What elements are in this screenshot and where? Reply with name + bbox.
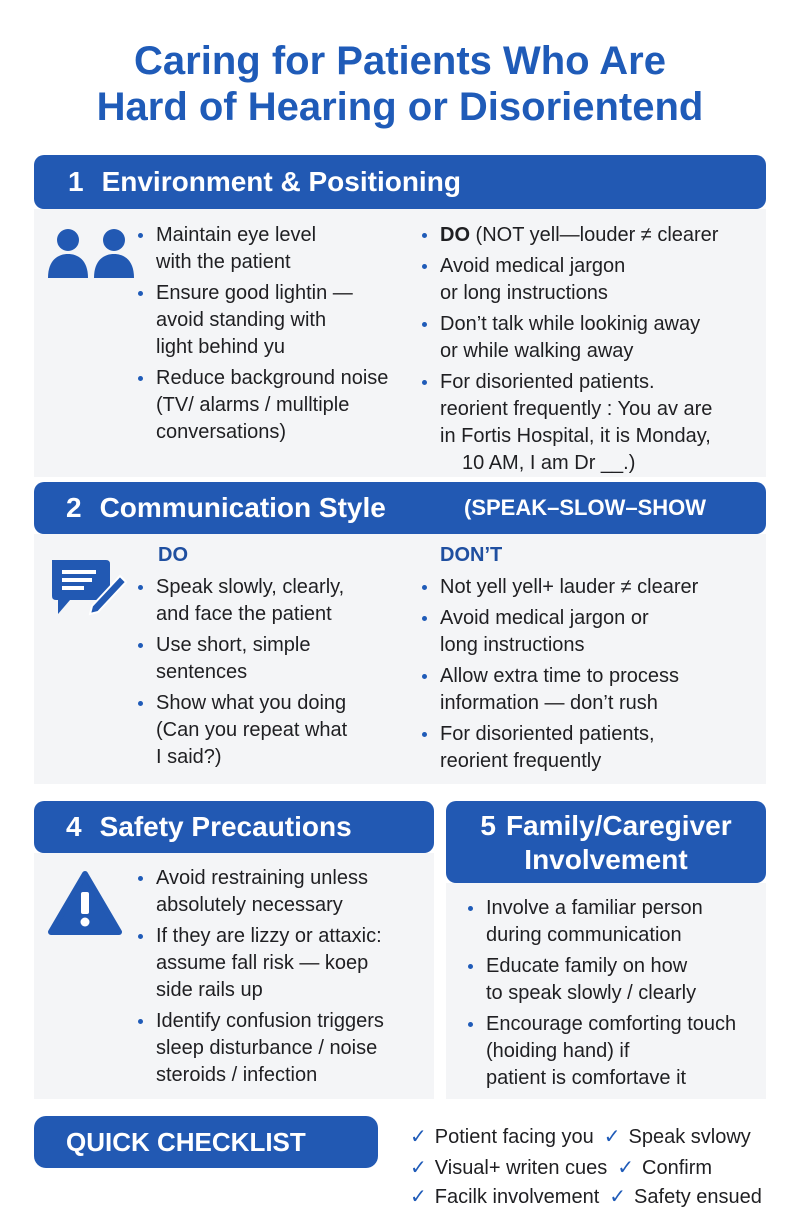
section-2-dont-item-line: Allow extra time to process — [440, 665, 679, 687]
section-1-right-item-line: or while walking away — [440, 340, 634, 362]
people-icon — [46, 224, 138, 280]
section-4-item-line: sleep disturbance / noise — [156, 1037, 378, 1059]
checklist-item: Potient facing you — [434, 1126, 594, 1148]
section-5-item-line: patient is comfortave it — [486, 1067, 687, 1089]
section-5-banner — [446, 801, 766, 883]
section-2-heading: Communication Style — [99, 492, 386, 523]
section-1-heading: Environment & Positioning — [101, 166, 461, 197]
section-2-dont-item-line: Not yell yell+ lauder ≠ clearer — [440, 576, 699, 598]
section-4-item — [138, 865, 428, 919]
section-4-list — [138, 865, 428, 1093]
section-2-dont-list — [422, 574, 772, 779]
section-1-left-item-line: light behind yu — [156, 336, 285, 358]
checklist-row — [410, 1124, 751, 1149]
section-2-do-item-line: and face the patient — [156, 603, 332, 625]
page-title-line-2: Hard of Hearing or Disorientend — [96, 85, 704, 129]
section-1-right-item-line: Don’t talk while lookinig away — [440, 313, 701, 335]
section-5-item — [468, 953, 768, 1007]
checkmark-icon: ✓ — [603, 1126, 621, 1148]
section-2-dont-item-line: reorient frequently — [440, 750, 602, 772]
section-2-dont-item-line: Avoid medical jargon or — [440, 607, 649, 629]
section-2-do-item-line: (Can you repeat what — [156, 719, 348, 741]
checklist-item: Visual+ writen cues — [434, 1157, 608, 1179]
section-2-do-item — [138, 574, 408, 628]
section-1-right-item-line: For disoriented patients. — [440, 371, 655, 393]
section-1-right-item-line: or long instructions — [440, 282, 608, 304]
section-1-right-item-line: 10 AM, I am Dr __.) — [462, 452, 636, 474]
section-4-item-line: assume fall risk — koep — [156, 952, 369, 974]
section-4-item-line: If they are lizzy or attaxic: — [156, 925, 382, 947]
section-5-item-line: Involve a familiar person — [486, 897, 703, 919]
checklist-row — [410, 1184, 762, 1209]
section-2-do-label: DO — [158, 544, 188, 566]
section-4-heading: Safety Precautions — [99, 811, 352, 842]
section-4-banner — [34, 801, 434, 853]
checklist-item: Safety ensued — [634, 1186, 762, 1208]
section-5-item-line: Encourage comforting touch — [486, 1013, 737, 1035]
section-2-do-item — [138, 632, 408, 686]
section-5-item — [468, 1011, 768, 1092]
checkmark-icon: ✓ — [609, 1186, 627, 1208]
section-2-number: 2 — [66, 492, 82, 523]
section-2-do-item-line: sentences — [156, 661, 248, 683]
section-1-left-item-line: Reduce background noise — [156, 367, 389, 389]
warning-icon — [48, 870, 122, 936]
section-2-dont-item-line: information — don’t rush — [440, 692, 658, 714]
checkmark-icon: ✓ — [410, 1126, 427, 1148]
section-5-number: 5 — [480, 810, 496, 841]
section-1-left-item — [138, 280, 408, 361]
section-2-do-item-line: Use short, simple — [156, 634, 311, 656]
section-2-dont-item — [422, 721, 772, 775]
section-1-left-item — [138, 365, 408, 446]
section-2-dont-label: DON’T — [440, 544, 503, 566]
section-1-left-item-line: avoid standing with — [156, 309, 327, 331]
section-1-left-item-line: conversations) — [156, 421, 287, 443]
checkmark-icon: ✓ — [410, 1186, 427, 1208]
section-1-left-item-line: Maintain eye level — [156, 224, 317, 246]
section-1-right-item-line: DO (NOT yell—louder ≠ clearer — [440, 224, 719, 246]
section-1-right-item — [422, 222, 772, 249]
section-1-right-item — [422, 253, 772, 307]
section-1-right-list — [422, 222, 772, 481]
chat-edit-icon — [48, 556, 128, 618]
section-1-number: 1 — [68, 166, 84, 197]
section-2-dont-item — [422, 605, 772, 659]
checklist-item: Confirm — [642, 1157, 713, 1179]
section-2-do-list — [138, 574, 408, 775]
quick-checklist-banner — [34, 1116, 378, 1168]
section-4-item — [138, 1008, 428, 1089]
section-1-left-item-line: Ensure good lightin — — [156, 282, 353, 304]
section-2-dont-item-line: For disoriented patients, — [440, 723, 655, 745]
section-4-item-line: steroids / infection — [156, 1064, 318, 1086]
checkmark-icon: ✓ — [617, 1157, 635, 1179]
section-2-do-item-line: Speak slowly, clearly, — [156, 576, 345, 598]
section-5-list — [468, 895, 768, 1096]
section-5-heading-line-1: Family/Caregiver — [505, 810, 732, 841]
section-2-tag: (SPEAK–SLOW–SHOW — [464, 495, 707, 520]
checklist-item: Facilk involvement — [434, 1186, 600, 1208]
section-4-item-line: Identify confusion triggers — [156, 1010, 384, 1032]
section-1-banner — [34, 155, 766, 209]
section-2-do-item-line: Show what you doing — [156, 692, 347, 714]
section-4-item — [138, 923, 428, 1004]
section-1-right-item — [422, 369, 772, 477]
section-2-do-item-line: I said?) — [156, 746, 222, 768]
checklist-row — [410, 1155, 712, 1180]
checklist-item: Speak svlowy — [628, 1126, 751, 1148]
section-2-do-item — [138, 690, 408, 771]
section-1-left-item-line: with the patient — [156, 251, 291, 273]
section-1-right-item-line: Avoid medical jargon — [440, 255, 626, 277]
section-1-right-item-line: in Fortis Hospital, it is Monday, — [440, 425, 711, 447]
section-2-banner — [34, 482, 766, 534]
section-5-item — [468, 895, 768, 949]
section-2-dont-item-line: long instructions — [440, 634, 585, 656]
section-1-left-item-line: (TV/ alarms / mulltiple — [156, 394, 350, 416]
section-5-item-line: Educate family on how — [486, 955, 688, 977]
page-title — [0, 38, 800, 130]
section-4-item-line: Avoid restraining unless — [156, 867, 368, 889]
section-1-left-list — [138, 222, 408, 450]
checkmark-icon: ✓ — [410, 1157, 427, 1179]
section-1-right-item-line: reorient frequently : You av are — [440, 398, 713, 420]
section-4-item-line: side rails up — [156, 979, 263, 1001]
section-2-dont-item — [422, 574, 772, 601]
page-title-line-1: Caring for Patients Who Are — [134, 39, 666, 83]
section-2-dont-item — [422, 663, 772, 717]
section-5-heading-line-2: Involvement — [524, 844, 688, 875]
section-4-item-line: absolutely necessary — [156, 894, 343, 916]
section-4-number: 4 — [66, 811, 82, 842]
quick-checklist-label: QUICK CHECKLIST — [66, 1127, 306, 1157]
section-1-left-item — [138, 222, 408, 276]
section-1-right-item — [422, 311, 772, 365]
section-5-item-line: to speak slowly / clearly — [486, 982, 697, 1004]
section-5-item-line: during communication — [486, 924, 682, 946]
section-5-item-line: (hoiding hand) if — [486, 1040, 630, 1062]
